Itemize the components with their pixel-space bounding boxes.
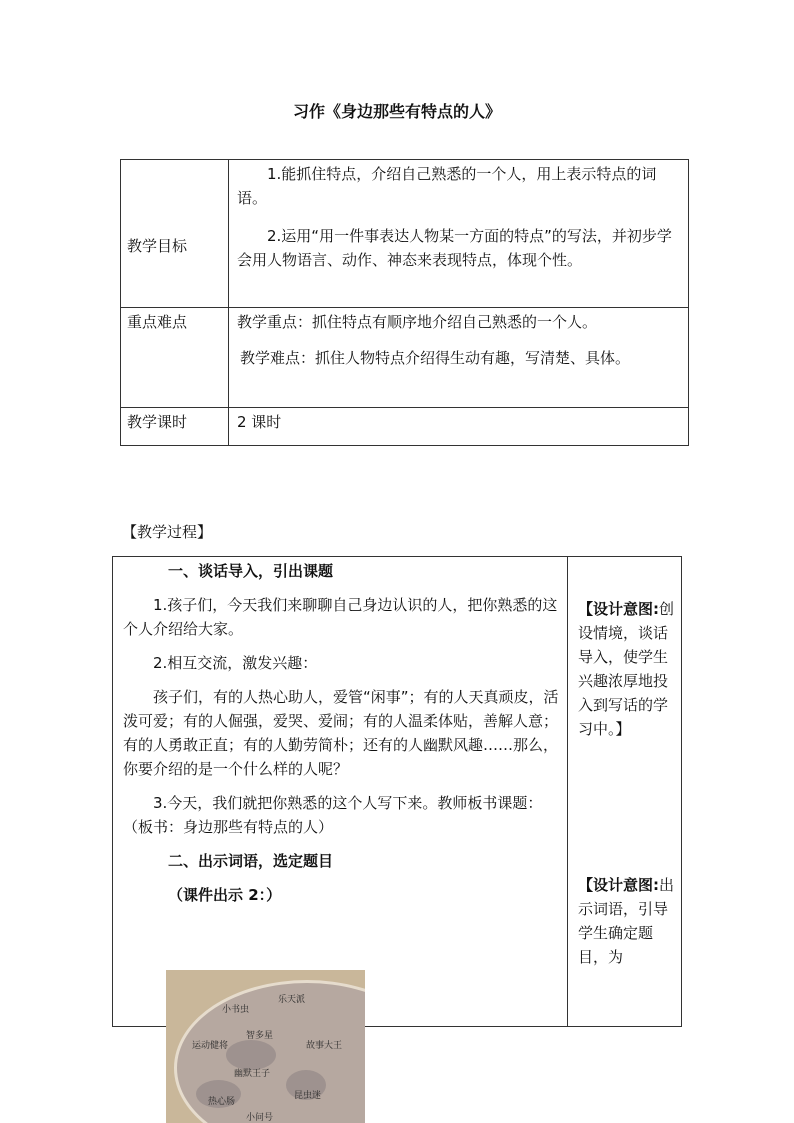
design-note-text: 出示词语，引导学生确定题目，为 [578,876,675,966]
courseware-image [166,970,365,1123]
row-label-objectives [121,160,229,308]
table-row [113,557,682,1027]
design-note [578,873,675,969]
row-content-objectives [229,160,689,308]
section-heading: 【教学过程】 [122,523,213,541]
paragraph: 2.相互交流，激发兴趣： [153,654,318,672]
row-label-hours [121,408,229,446]
paragraph: 孩子们，有的人热心助人，爱管“闲事”；有的人天真顽皮，活泼可爱；有的人倔强，爱哭、爱闹；有的人温柔体贴，善解人意；有的人勇敢正直；有的人勤劳简朴；还有的人幽默风趣……那么，你要介绍的是一个什么样的人呢？ [123,688,559,778]
word-label: 故事大王 [306,1041,343,1051]
row-content-hours [229,408,689,446]
paragraph: 1.孩子们，今天我们来聊聊自己身边认识的人，把你熟悉的这个人介绍给大家。 [123,596,558,638]
process-table [112,556,682,1027]
step-heading: 一、谈话导入，引出课题 [168,562,334,580]
word-label: 乐天派 [278,995,306,1005]
design-note-label: 【设计意图: [578,876,659,894]
design-note [578,597,675,741]
table-row [121,308,689,408]
word-label: 小问号 [246,1113,274,1123]
word-label: 热心肠 [208,1097,236,1107]
word-label: 运动健将 [192,1041,229,1051]
paragraph: 1.能抓住特点，介绍自己熟悉的一个人，用上表示特点的词语。 [237,165,657,207]
paragraph: 教学重点：抓住特点有顺序地介绍自己熟悉的一个人。 [237,313,598,331]
paragraph: 3.今天，我们就把你熟悉的这个人写下来。教师板书课题：（板书：身边那些有特点的人） [123,794,543,836]
paragraph: （课件出示 2：） [168,886,282,904]
design-note-label: 【设计意图: [578,600,659,618]
row-label-text: 重点难点 [127,313,188,331]
info-table [120,159,689,446]
word-label: 幽默王子 [234,1069,271,1079]
row-label-text: 教学课时 [127,413,188,431]
row-label-keypoints [121,308,229,408]
table-row [121,160,689,308]
paragraph: 2 课时 [237,413,282,431]
document-title: 习作《身边那些有特点的人》 [292,102,501,121]
word-label: 小书虫 [222,1005,250,1015]
process-main-cell [113,557,568,1027]
table-row [121,408,689,446]
paragraph: 2.运用“用一件事表达人物某一方面的特点”的写法，并初步学会用人物语言、动作、神态来表现特点，体现个性。 [237,227,672,269]
word-label: 昆虫迷 [294,1091,322,1101]
paragraph: 教学难点：抓住人物特点介绍得生动有趣，写清楚、具体。 [240,349,631,367]
design-note-text: 创设情境，谈话导入，使学生兴趣浓厚地投入到写话的学习中。】 [578,600,675,738]
row-label-text: 教学目标 [127,237,188,255]
word-label: 智多星 [246,1031,274,1041]
step-heading: 二、出示词语，选定题目 [168,852,334,870]
process-side-cell [568,557,682,1027]
row-content-keypoints [229,308,689,408]
